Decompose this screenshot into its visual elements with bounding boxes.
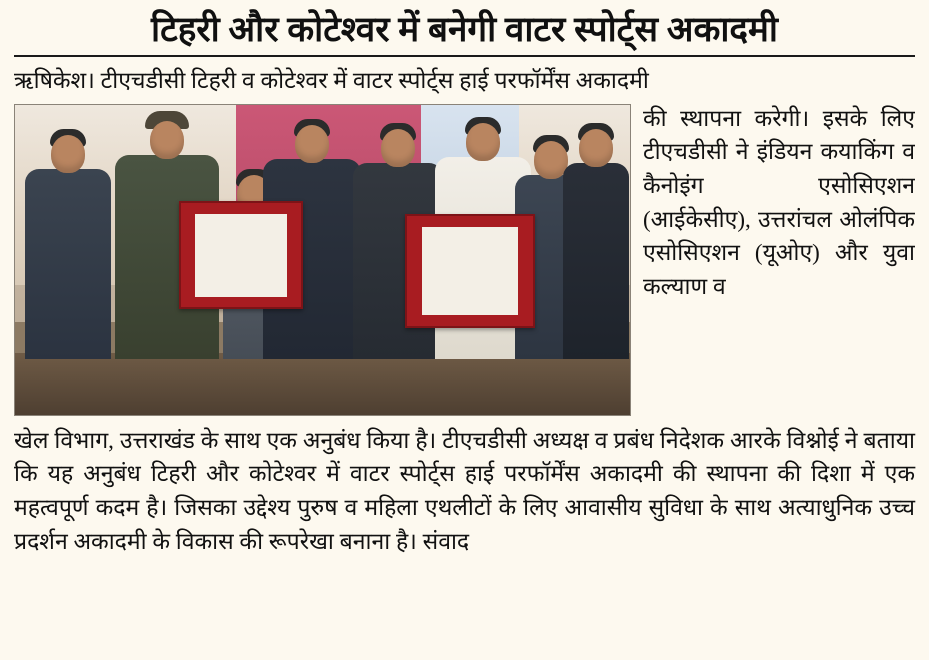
article-side-column-text: की स्थापना करेगी। इसके लिए टीएचडीसी ने इंडियन कयाकिंग व कैनोइंग एसोसिएशन (आईकेसीए), उत्तरांचल ओलंपिक एसोसिएशन (यूओए) और युवा कल्याण व — [643, 105, 915, 299]
photo-person-5-head — [381, 129, 415, 167]
mou-folder-left — [179, 201, 303, 309]
article-side-column — [643, 102, 915, 303]
photo-person-6-head — [466, 123, 500, 161]
photo-person-8 — [563, 163, 629, 359]
photo-person-8-head — [579, 129, 613, 167]
article-body: खेल विभाग, उत्तराखंड के साथ एक अनुबंध किया है। टीएचडीसी अध्यक्ष व प्रबंध निदेशक आरके विश्नोई ने बताया कि यह अनुबंध टिहरी और कोटेश्वर में वाटर स्पोर्ट्स हाई परफॉर्मेंस अकादमी की स्थापना की दिशा में एक महत्वपूर्ण कदम है। जिसका उद्देश्य पुरुष व महिला एथलीटों के लिए आवासीय सुविधा के साथ अत्याधुनिक उच्च प्रदर्शन अकादमी के विकास की रूपरेखा बनाना है। संवाद — [14, 427, 915, 554]
mou-paper-left — [195, 214, 286, 297]
photo-person-2-head — [150, 121, 184, 159]
photo-and-side-column — [14, 102, 915, 422]
headline-divider — [14, 55, 915, 57]
photo-person-1-head — [51, 135, 85, 173]
mou-paper-right — [422, 227, 518, 315]
photo-person-1 — [25, 169, 111, 359]
article-lead: ऋषिकेश। टीएचडीसी टिहरी व कोटेश्वर में वाटर स्पोर्ट्स हाई परफॉर्मेंस अकादमी — [14, 68, 649, 94]
group-photo — [14, 104, 631, 416]
page-title: टिहरी और कोटेश्वर में बनेगी वाटर स्पोर्ट्स अकादमी — [151, 10, 778, 49]
photo-floor — [15, 353, 630, 415]
photo-person-4-head — [295, 125, 329, 163]
mou-folder-right — [405, 214, 535, 328]
